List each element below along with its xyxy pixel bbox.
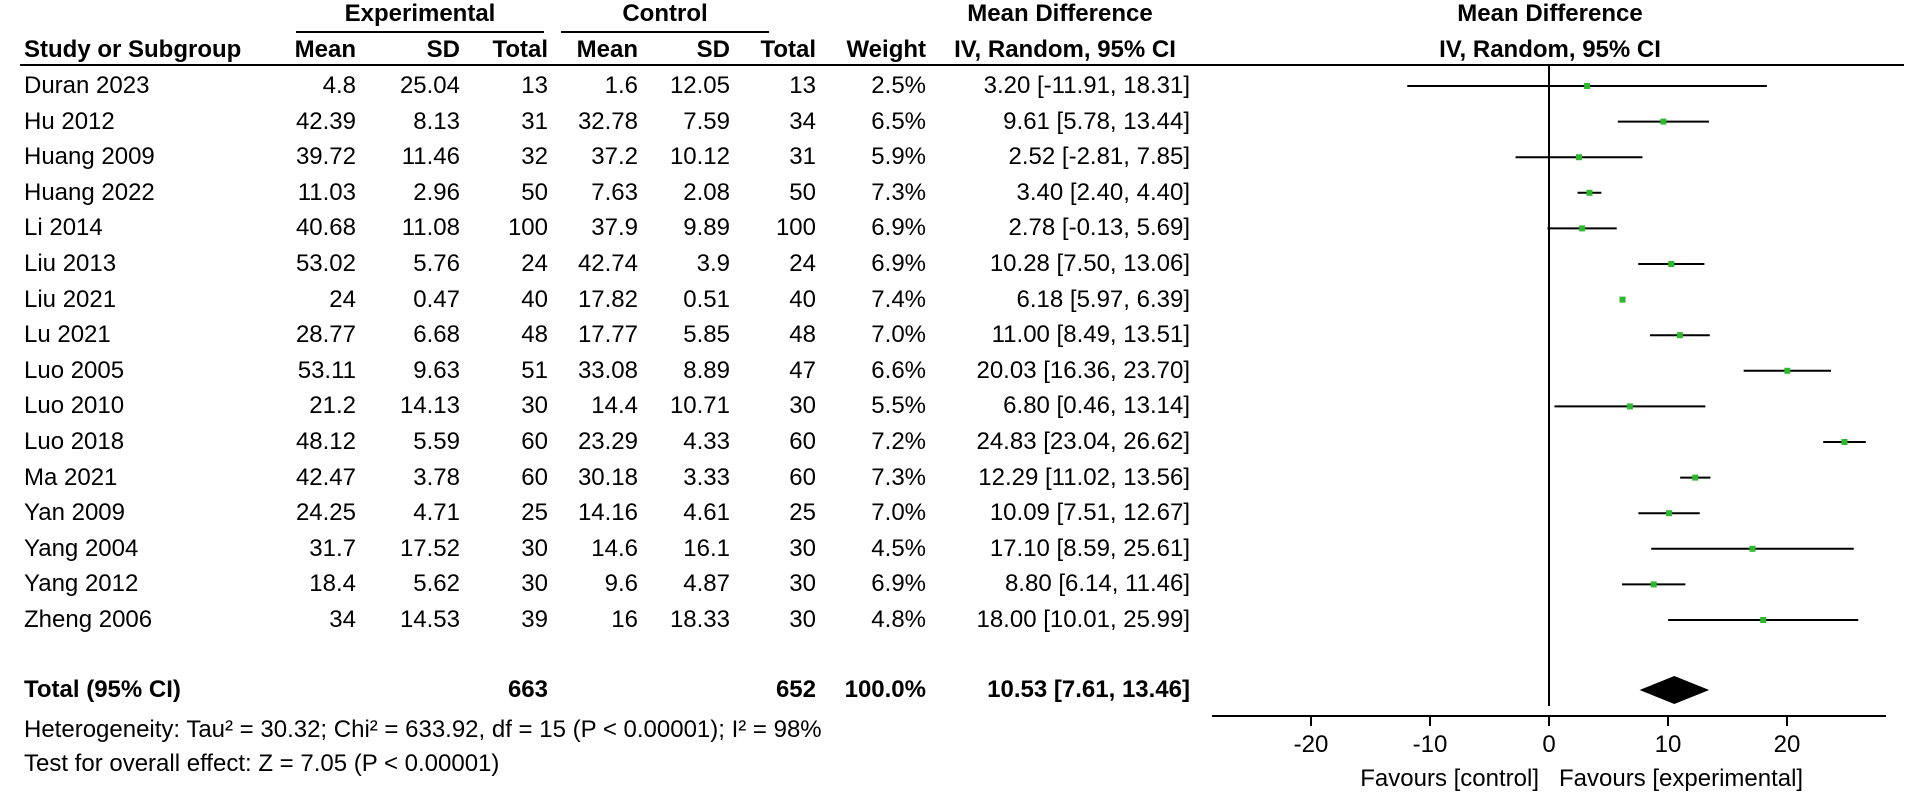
- weight: 7.3%: [871, 178, 926, 206]
- total-label: Total (95% CI): [24, 676, 181, 703]
- ctrl-sd: 10.71: [669, 392, 730, 420]
- exp-sd: 5.62: [413, 570, 460, 598]
- exp-sd: 11.46: [401, 143, 460, 171]
- ci: 9.61 [5.78, 13.44]: [1003, 107, 1190, 135]
- exp-total: 31: [521, 107, 548, 135]
- ctrl-total: 30: [789, 392, 816, 420]
- ctrl-mean: 17.77: [577, 321, 638, 349]
- ctrl-total: 40: [789, 285, 816, 313]
- point-marker: [1576, 154, 1582, 160]
- favours-control-label: Favours [control]: [1360, 765, 1539, 792]
- point-marker: [1692, 475, 1698, 481]
- point-marker: [1651, 581, 1657, 587]
- ctrl-total: 100: [775, 214, 816, 242]
- point-marker: [1841, 439, 1847, 445]
- exp-mean: 53.11: [297, 356, 356, 384]
- ci: 2.78 [-0.13, 5.69]: [1008, 214, 1190, 242]
- weight: 6.9%: [871, 250, 926, 277]
- study-name: Yan 2009: [24, 499, 125, 527]
- weight: 5.5%: [871, 392, 926, 420]
- col-study: Study or Subgroup: [24, 36, 242, 63]
- exp-mean: 11.03: [297, 178, 356, 206]
- plot-subtitle: IV, Random, 95% CI: [1439, 36, 1661, 63]
- ctrl-mean: 16: [611, 606, 638, 633]
- exp-mean: 24.25: [295, 499, 356, 527]
- point-marker: [1627, 403, 1633, 409]
- exp-total: 60: [521, 428, 548, 455]
- study-name: Liu 2013: [24, 250, 117, 277]
- ctrl-sd: 8.89: [683, 356, 730, 384]
- ctrl-total: 48: [789, 321, 816, 349]
- ci: 10.09 [7.51, 12.67]: [989, 499, 1190, 527]
- study-name: Li 2014: [24, 214, 103, 242]
- col-exp-total: Total: [492, 36, 548, 63]
- exp-total: 100: [507, 214, 548, 242]
- exp-mean: 42.47: [295, 463, 356, 491]
- exp-mean: 39.72: [295, 143, 356, 171]
- exp-total: 48: [521, 321, 548, 349]
- ci: 18.00 [10.01, 25.99]: [976, 606, 1190, 633]
- header-control: Control: [622, 0, 708, 27]
- weight: 7.0%: [871, 321, 926, 349]
- ctrl-sd: 7.59: [683, 107, 730, 135]
- col-ci: IV, Random, 95% CI: [954, 36, 1176, 63]
- weight: 4.5%: [871, 534, 926, 562]
- x-tick-label: -10: [1412, 731, 1448, 758]
- ctrl-sd: 5.85: [683, 321, 730, 349]
- col-ctrl-sd: SD: [696, 36, 730, 63]
- study-name: Duran 2023: [24, 72, 150, 99]
- ctrl-mean: 32.78: [577, 107, 638, 135]
- col-ctrl-total: Total: [760, 36, 816, 63]
- exp-total: 30: [521, 534, 548, 562]
- weight: 6.9%: [871, 570, 926, 598]
- ctrl-mean: 17.82: [577, 285, 638, 313]
- weight: 5.9%: [871, 143, 926, 171]
- weight: 7.4%: [871, 285, 926, 313]
- exp-sd: 14.13: [399, 392, 460, 420]
- exp-sd: 4.71: [413, 499, 460, 527]
- ctrl-total: 30: [789, 534, 816, 562]
- weight: 7.2%: [871, 428, 926, 455]
- exp-mean: 31.7: [309, 534, 356, 562]
- study-name: Huang 2009: [24, 143, 155, 171]
- exp-mean: 53.02: [295, 250, 356, 277]
- favours-experimental-label: Favours [experimental]: [1559, 765, 1804, 792]
- study-name: Hu 2012: [24, 107, 115, 135]
- ctrl-mean: 23.29: [577, 428, 638, 455]
- ci: 2.52 [-2.81, 7.85]: [1008, 143, 1190, 171]
- weight: 7.3%: [871, 463, 926, 491]
- exp-total: 50: [521, 178, 548, 206]
- ctrl-total: 30: [789, 606, 816, 633]
- x-tick-label: 20: [1773, 731, 1801, 758]
- point-marker: [1584, 83, 1590, 89]
- exp-mean: 48.12: [295, 428, 356, 455]
- ci: 8.80 [6.14, 11.46]: [1004, 570, 1190, 598]
- exp-sd: 9.63: [413, 356, 460, 384]
- study-name: Liu 2021: [24, 285, 117, 313]
- exp-total: 30: [521, 570, 548, 598]
- x-tick-label: -20: [1293, 731, 1329, 758]
- weight: 7.0%: [871, 499, 926, 527]
- x-tick-label: 0: [1542, 731, 1556, 758]
- ctrl-mean: 14.16: [577, 499, 638, 527]
- point-marker: [1760, 617, 1766, 623]
- study-name: Luo 2005: [24, 356, 125, 384]
- point-marker: [1586, 190, 1592, 196]
- weight: 6.6%: [871, 356, 926, 384]
- exp-sd: 25.04: [399, 72, 460, 99]
- ctrl-sd: 4.33: [683, 428, 730, 455]
- ctrl-mean: 9.6: [604, 570, 638, 598]
- study-name: Luo 2018: [24, 428, 125, 455]
- x-tick-label: 10: [1654, 731, 1682, 758]
- point-marker: [1579, 225, 1585, 231]
- study-name: Lu 2021: [24, 321, 111, 349]
- exp-total: 24: [521, 250, 548, 277]
- col-ctrl-mean: Mean: [576, 36, 638, 63]
- ci: 6.80 [0.46, 13.14]: [1003, 392, 1190, 420]
- exp-total: 39: [521, 606, 548, 633]
- point-marker: [1666, 510, 1672, 516]
- exp-mean: 4.8: [322, 72, 356, 99]
- study-name: Huang 2022: [24, 178, 155, 206]
- weight: 4.8%: [871, 606, 926, 633]
- exp-mean: 28.77: [295, 321, 356, 349]
- exp-mean: 21.2: [309, 392, 356, 420]
- exp-sd: 5.59: [413, 428, 460, 455]
- ctrl-mean: 37.9: [591, 214, 638, 242]
- study-name: Yang 2004: [24, 534, 139, 562]
- exp-total: 30: [521, 392, 548, 420]
- total-exp: 663: [507, 676, 548, 703]
- exp-mean: 24: [329, 285, 356, 313]
- ci: 10.28 [7.50, 13.06]: [989, 250, 1190, 277]
- exp-sd: 3.78: [413, 463, 460, 491]
- exp-sd: 8.13: [413, 107, 460, 135]
- point-marker: [1677, 332, 1683, 338]
- exp-mean: 18.4: [309, 570, 356, 598]
- ctrl-mean: 14.4: [591, 392, 638, 420]
- ci: 3.40 [2.40, 4.40]: [1016, 178, 1190, 206]
- ctrl-sd: 18.33: [669, 606, 730, 633]
- ctrl-total: 60: [789, 463, 816, 491]
- ctrl-sd: 0.51: [683, 285, 730, 313]
- exp-sd: 6.68: [413, 321, 460, 349]
- weight: 2.5%: [871, 72, 926, 99]
- ci: 11.00 [8.49, 13.51]: [991, 321, 1190, 349]
- heterogeneity-text: Heterogeneity: Tau² = 30.32; Chi² = 633.92, df = 15 (P < 0.00001); I² = 98%: [24, 716, 822, 743]
- exp-total: 51: [521, 356, 548, 384]
- ctrl-total: 34: [789, 107, 816, 135]
- exp-total: 25: [521, 499, 548, 527]
- exp-sd: 14.53: [399, 606, 460, 633]
- ctrl-sd: 10.12: [669, 143, 730, 171]
- ctrl-total: 50: [789, 178, 816, 206]
- exp-mean: 42.39: [295, 107, 356, 135]
- header-mean-difference: Mean Difference: [967, 0, 1153, 27]
- ctrl-mean: 33.08: [577, 356, 638, 384]
- header-experimental: Experimental: [344, 0, 496, 27]
- study-name: Zheng 2006: [24, 606, 153, 633]
- col-exp-sd: SD: [426, 36, 460, 63]
- ctrl-total: 31: [789, 143, 816, 171]
- point-marker: [1784, 368, 1790, 374]
- col-weight: Weight: [846, 36, 926, 63]
- ctrl-sd: 12.05: [669, 72, 730, 99]
- col-exp-mean: Mean: [294, 36, 356, 63]
- exp-sd: 11.08: [401, 214, 460, 242]
- ctrl-sd: 3.33: [683, 463, 730, 491]
- exp-sd: 17.52: [399, 534, 460, 562]
- total-weight: 100.0%: [844, 676, 926, 703]
- point-marker: [1620, 297, 1626, 303]
- weight: 6.5%: [871, 107, 926, 135]
- total-ci: 10.53 [7.61, 13.46]: [987, 676, 1190, 703]
- ci: 6.18 [5.97, 6.39]: [1016, 285, 1190, 313]
- pooled-diamond: [1640, 676, 1710, 704]
- exp-sd: 2.96: [413, 178, 460, 206]
- plot-title: Mean Difference: [1457, 0, 1643, 27]
- study-name: Yang 2012: [24, 570, 139, 598]
- exp-mean: 40.68: [295, 214, 356, 242]
- ctrl-mean: 42.74: [577, 250, 638, 277]
- ci: 12.29 [11.02, 13.56]: [978, 463, 1190, 491]
- ctrl-mean: 1.6: [604, 72, 638, 99]
- ci: 3.20 [-11.91, 18.31]: [983, 72, 1190, 99]
- exp-total: 60: [521, 463, 548, 491]
- ctrl-total: 60: [789, 428, 816, 455]
- exp-sd: 0.47: [413, 285, 460, 313]
- ctrl-sd: 2.08: [683, 178, 730, 206]
- exp-total: 13: [521, 72, 548, 99]
- ctrl-mean: 30.18: [577, 463, 638, 491]
- ctrl-sd: 3.9: [696, 250, 730, 277]
- exp-total: 40: [521, 285, 548, 313]
- ctrl-total: 13: [789, 72, 816, 99]
- ci: 17.10 [8.59, 25.61]: [989, 534, 1190, 562]
- ctrl-sd: 4.87: [683, 570, 730, 598]
- ctrl-total: 47: [789, 356, 816, 384]
- ctrl-mean: 7.63: [591, 178, 638, 206]
- exp-sd: 5.76: [413, 250, 460, 277]
- point-marker: [1749, 546, 1755, 552]
- total-ctrl: 652: [775, 676, 816, 703]
- point-marker: [1668, 261, 1674, 267]
- study-name: Luo 2010: [24, 392, 125, 420]
- ctrl-sd: 9.89: [683, 214, 730, 242]
- study-name: Ma 2021: [24, 463, 118, 491]
- exp-total: 32: [521, 143, 548, 171]
- ctrl-mean: 37.2: [591, 143, 638, 171]
- exp-mean: 34: [329, 606, 356, 633]
- weight: 6.9%: [871, 214, 926, 242]
- ctrl-total: 25: [789, 499, 816, 527]
- ctrl-sd: 16.1: [683, 534, 730, 562]
- overall-effect-text: Test for overall effect: Z = 7.05 (P < 0.00001): [24, 750, 500, 777]
- ctrl-total: 30: [789, 570, 816, 598]
- ctrl-mean: 14.6: [591, 534, 638, 562]
- point-marker: [1660, 119, 1666, 125]
- ci: 24.83 [23.04, 26.62]: [976, 428, 1190, 455]
- ctrl-sd: 4.61: [683, 499, 730, 527]
- ctrl-total: 24: [789, 250, 816, 277]
- ci: 20.03 [16.36, 23.70]: [976, 356, 1190, 384]
